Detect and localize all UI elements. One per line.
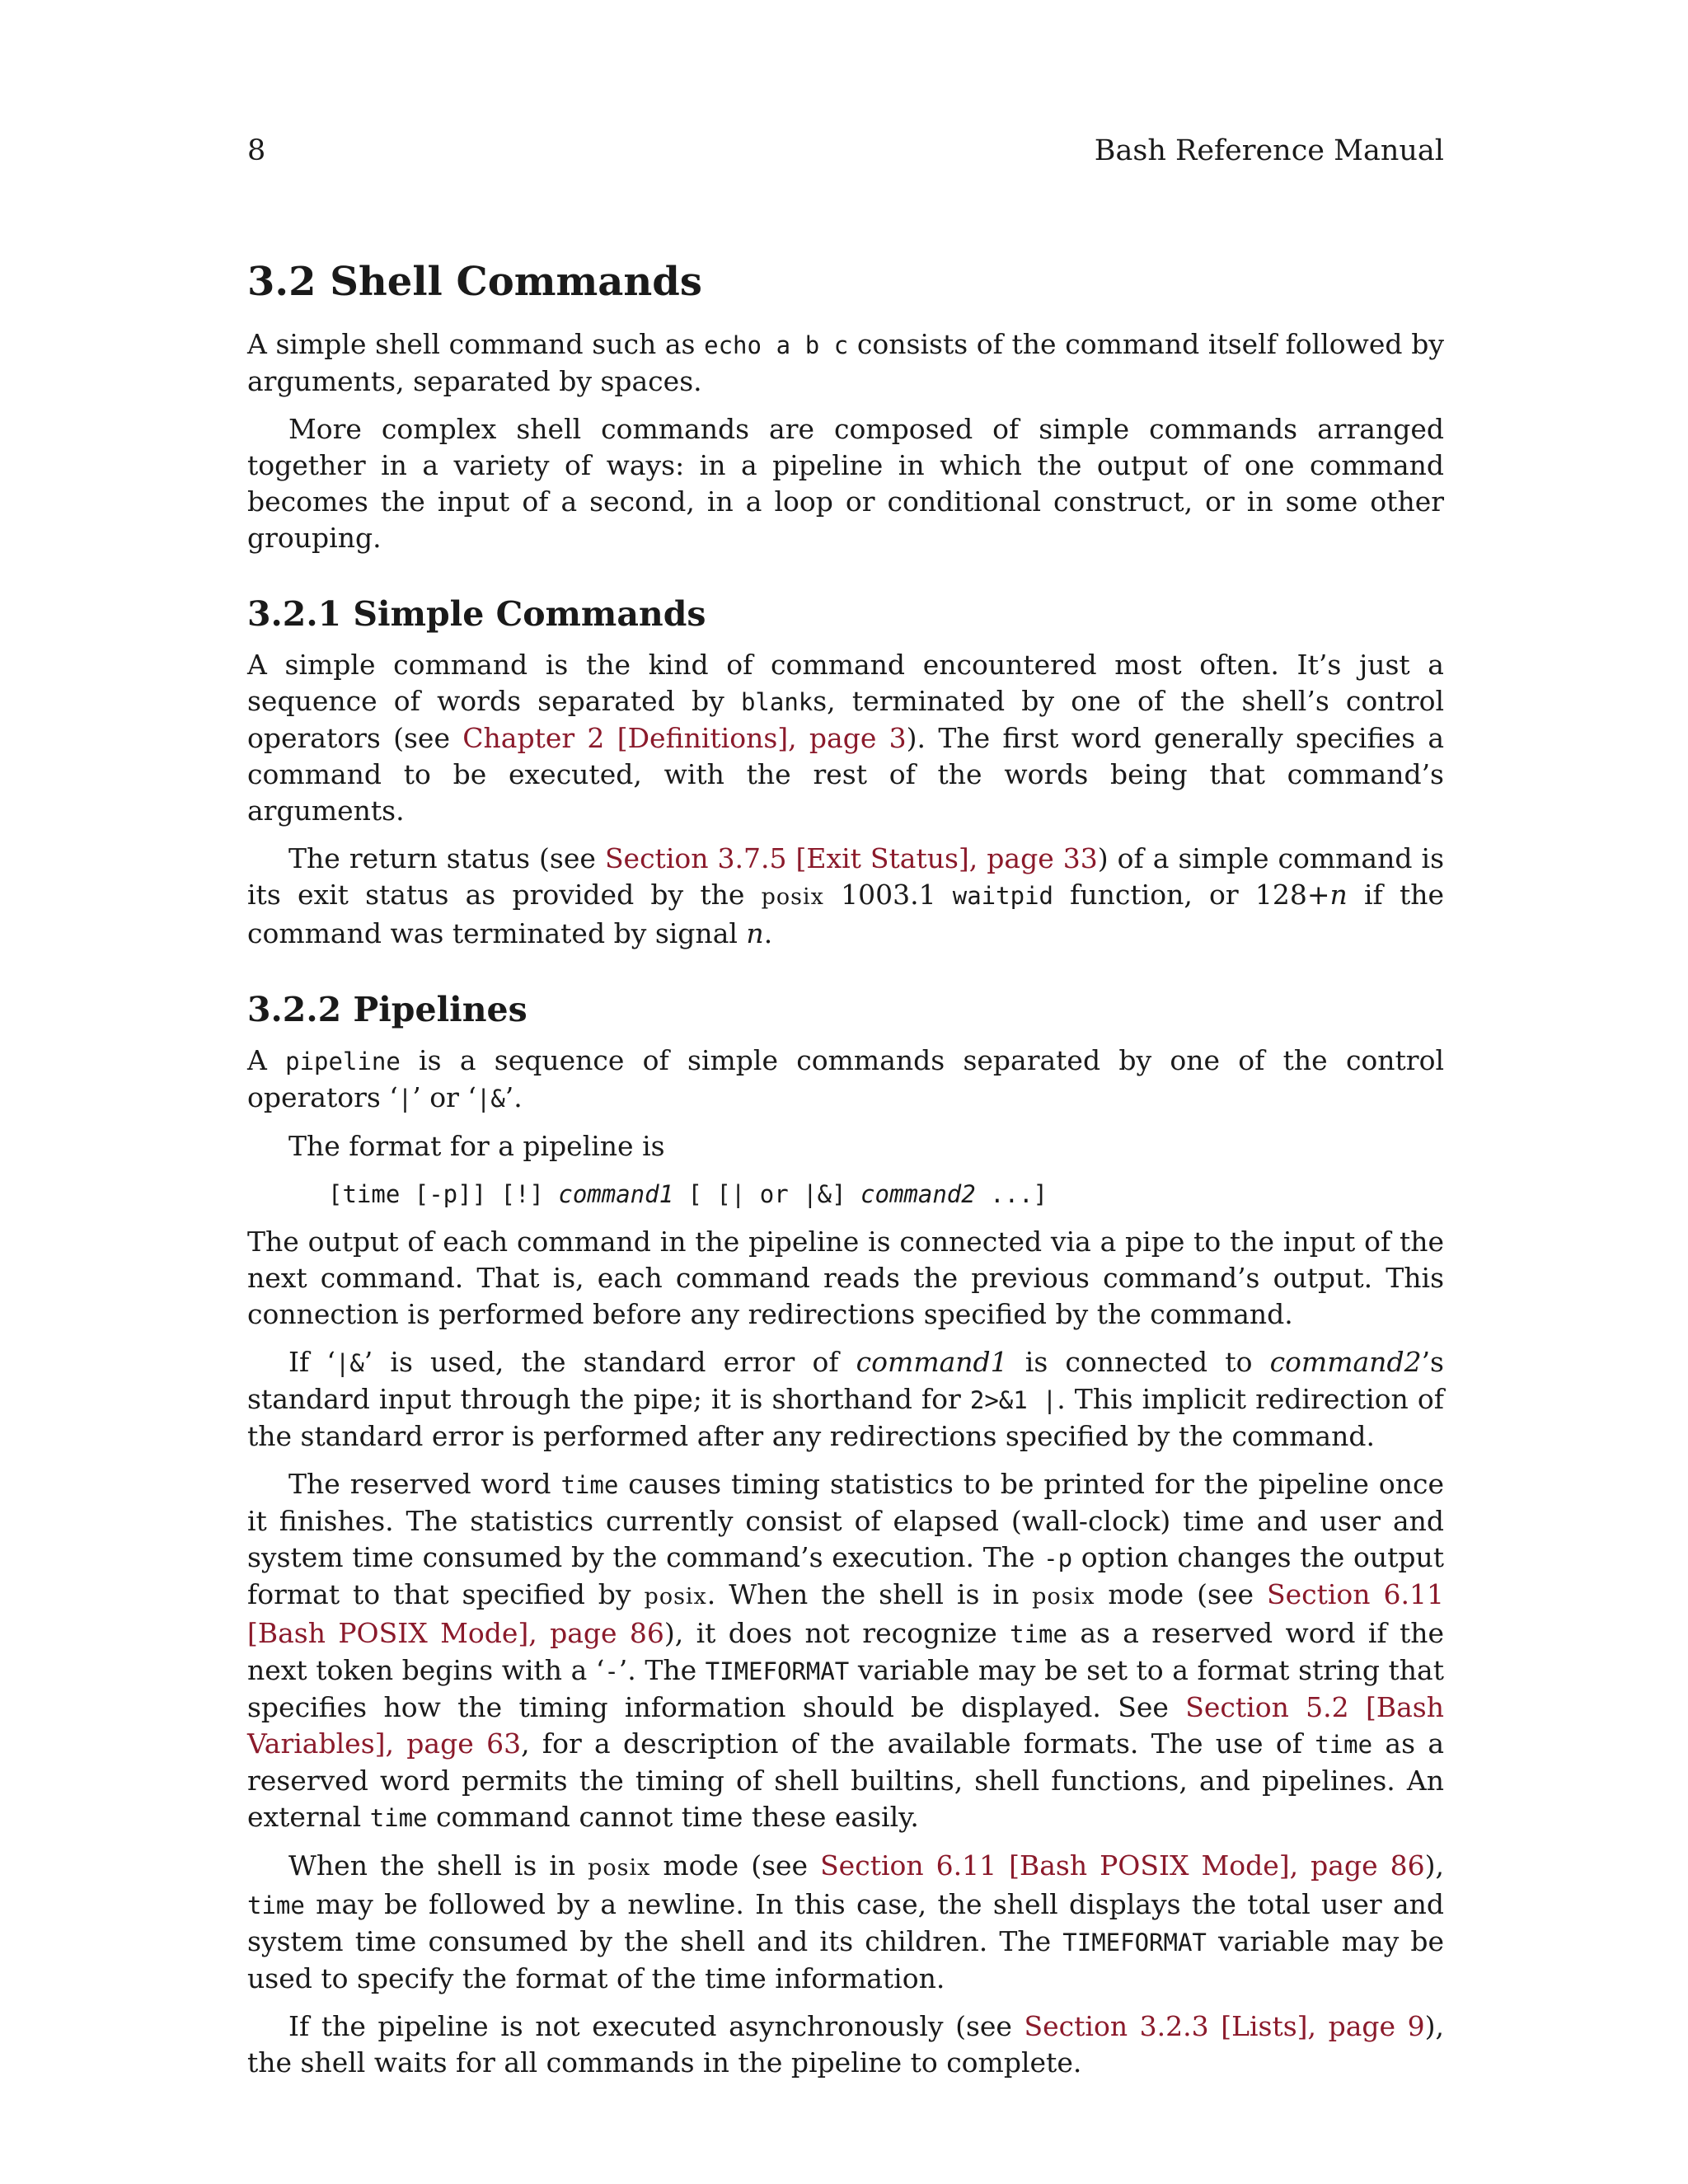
section-heading-3-2-2: 3.2.2 Pipelines xyxy=(247,990,528,1029)
paragraph: The reserved word time causes timing statistics to be printed for the pipeline once it finishes. The statistics currently consist of elapsed (wall-clock) time and user and system time consumed by the command’s execution. The -p option changes the output format to that specified by posix. When the shell is in posix mode (see Section 6.11 [Bash POSIX Mode], page 86), it does not recognize time as a reserved word if the next token begins with a ‘-’. The TIMEFORMAT variable may be set to a format string that specifies how the timing information should be displayed. See Section 5.2 [Bash Variables], page 63, for a description of the available formats. The use of time as a reserved word permits the timing of shell builtins, shell functions, and pipelines. An external time command cannot time these easily. xyxy=(247,1468,1445,1833)
xref-link-bash-posix-mode[interactable]: Section 6.11 [Bash POSIX Mode], page 86 xyxy=(820,1849,1425,1882)
paragraph: More complex shell commands are composed of simple commands arranged together in a variety of ways: in a pipeline in which the output of one command becomes the input of a second, in a loop or conditional construct, or in some other grouping. xyxy=(247,413,1444,554)
running-header xyxy=(247,130,1444,171)
small-caps-posix: posix xyxy=(644,1584,707,1610)
paragraph: A simple shell command such as echo a b c consists of the command itself followed by arguments, separated by spaces. xyxy=(247,328,1444,397)
code-inline: time xyxy=(369,1804,428,1832)
code-inline: time xyxy=(247,1891,305,1919)
code-inline: echo a b c xyxy=(704,331,849,359)
code-inline: waitpid xyxy=(952,882,1053,910)
xref-link-exit-status[interactable]: Section 3.7.5 [Exit Status], page 33 xyxy=(604,842,1098,874)
paragraph: The output of each command in the pipeline is connected via a pipe to the input of the next command. That is, each command reads the previous command’s output. This connection is performed before any redirections specified by the command. xyxy=(247,1226,1444,1330)
page-number: 8 xyxy=(247,134,266,167)
section-heading-3-2-1: 3.2.1 Simple Commands xyxy=(247,594,706,634)
small-caps-posix: posix xyxy=(761,884,824,910)
xref-link-lists[interactable]: Section 3.2.3 [Lists], page 9 xyxy=(1024,2010,1425,2042)
var-n: n xyxy=(746,917,764,949)
code-inline: -p xyxy=(1043,1544,1073,1572)
paragraph: A simple command is the kind of command encountered most often. It’s just a sequence of words separated by blanks, terminated by one of the shell’s control operators (see Chapter 2 [Definitions], page 3). The first word generally specifies a command to be executed, with the rest of the words being that command’s arguments. xyxy=(247,649,1444,827)
code-inline: time xyxy=(560,1471,619,1499)
xref-link-bash-posix-mode[interactable]: Section 6.11 [Bash POSIX Mode], page 86 xyxy=(247,1578,1444,1649)
code-inline: blank xyxy=(740,688,814,716)
xref-link-bash-variables[interactable]: Section 5.2 [Bash Variables], page 63 xyxy=(247,1691,1444,1760)
code-inline: TIMEFORMAT xyxy=(705,1657,850,1685)
code-inline: 2>&1 | xyxy=(969,1386,1057,1414)
code-inline: |& xyxy=(476,1085,505,1113)
page-content xyxy=(247,255,1444,2093)
code-inline: pipeline xyxy=(285,1047,401,1076)
code-example: [time [-p]] [!] command1 [ [| or |&] command2 ...] xyxy=(328,1180,1048,1208)
code-inline: TIMEFORMAT xyxy=(1062,1929,1207,1957)
code-inline: | xyxy=(397,1085,413,1113)
small-caps-posix: posix xyxy=(1032,1584,1095,1610)
xref-link-chapter-2[interactable]: Chapter 2 [Definitions], page 3 xyxy=(462,722,907,754)
var-command2: command2 xyxy=(1269,1346,1422,1378)
paragraph: A pipeline is a sequence of simple commands separated by one of the control operators ‘|’ or ‘|&’. xyxy=(247,1044,1445,1113)
paragraph: The format for a pipeline is xyxy=(288,1130,665,1162)
paragraph: If ‘|&’ is used, the standard error of command1 is connected to command2’s standard input through the pipe; it is shorthand for 2>&1 |. This implicit redirection of the standard error is performed after any redirections specified by the command. xyxy=(247,1346,1444,1452)
manual-title: Bash Reference Manual xyxy=(1094,134,1444,167)
code-inline: time xyxy=(1010,1620,1067,1648)
small-caps-posix: posix xyxy=(588,1855,651,1881)
paragraph: If the pipeline is not executed asynchronously (see Section 3.2.3 [Lists], page 9), the shell waits for all commands in the pipeline to complete. xyxy=(247,2010,1444,2079)
code-inline: time xyxy=(1315,1731,1373,1759)
code-inline: |& xyxy=(335,1349,364,1377)
var-command1: command1 xyxy=(856,1346,1008,1378)
var-n: n xyxy=(1329,879,1348,911)
paragraph: When the shell is in posix mode (see Section 6.11 [Bash POSIX Mode], page 86), time may be followed by a newline. In this case, the shell displays the total user and system time consumed by the shell and its children. The TIMEFORMAT variable may be used to specify the format of the time information. xyxy=(247,1849,1444,1994)
section-heading-3-2: 3.2 Shell Commands xyxy=(247,259,702,305)
code-inline: - xyxy=(604,1657,619,1685)
paragraph: The return status (see Section 3.7.5 [Exit Status], page 33) of a simple command is its exit status as provided by the posix 1003.1 waitpid function, or 128+n if the command was terminated by signal n. xyxy=(247,842,1444,949)
